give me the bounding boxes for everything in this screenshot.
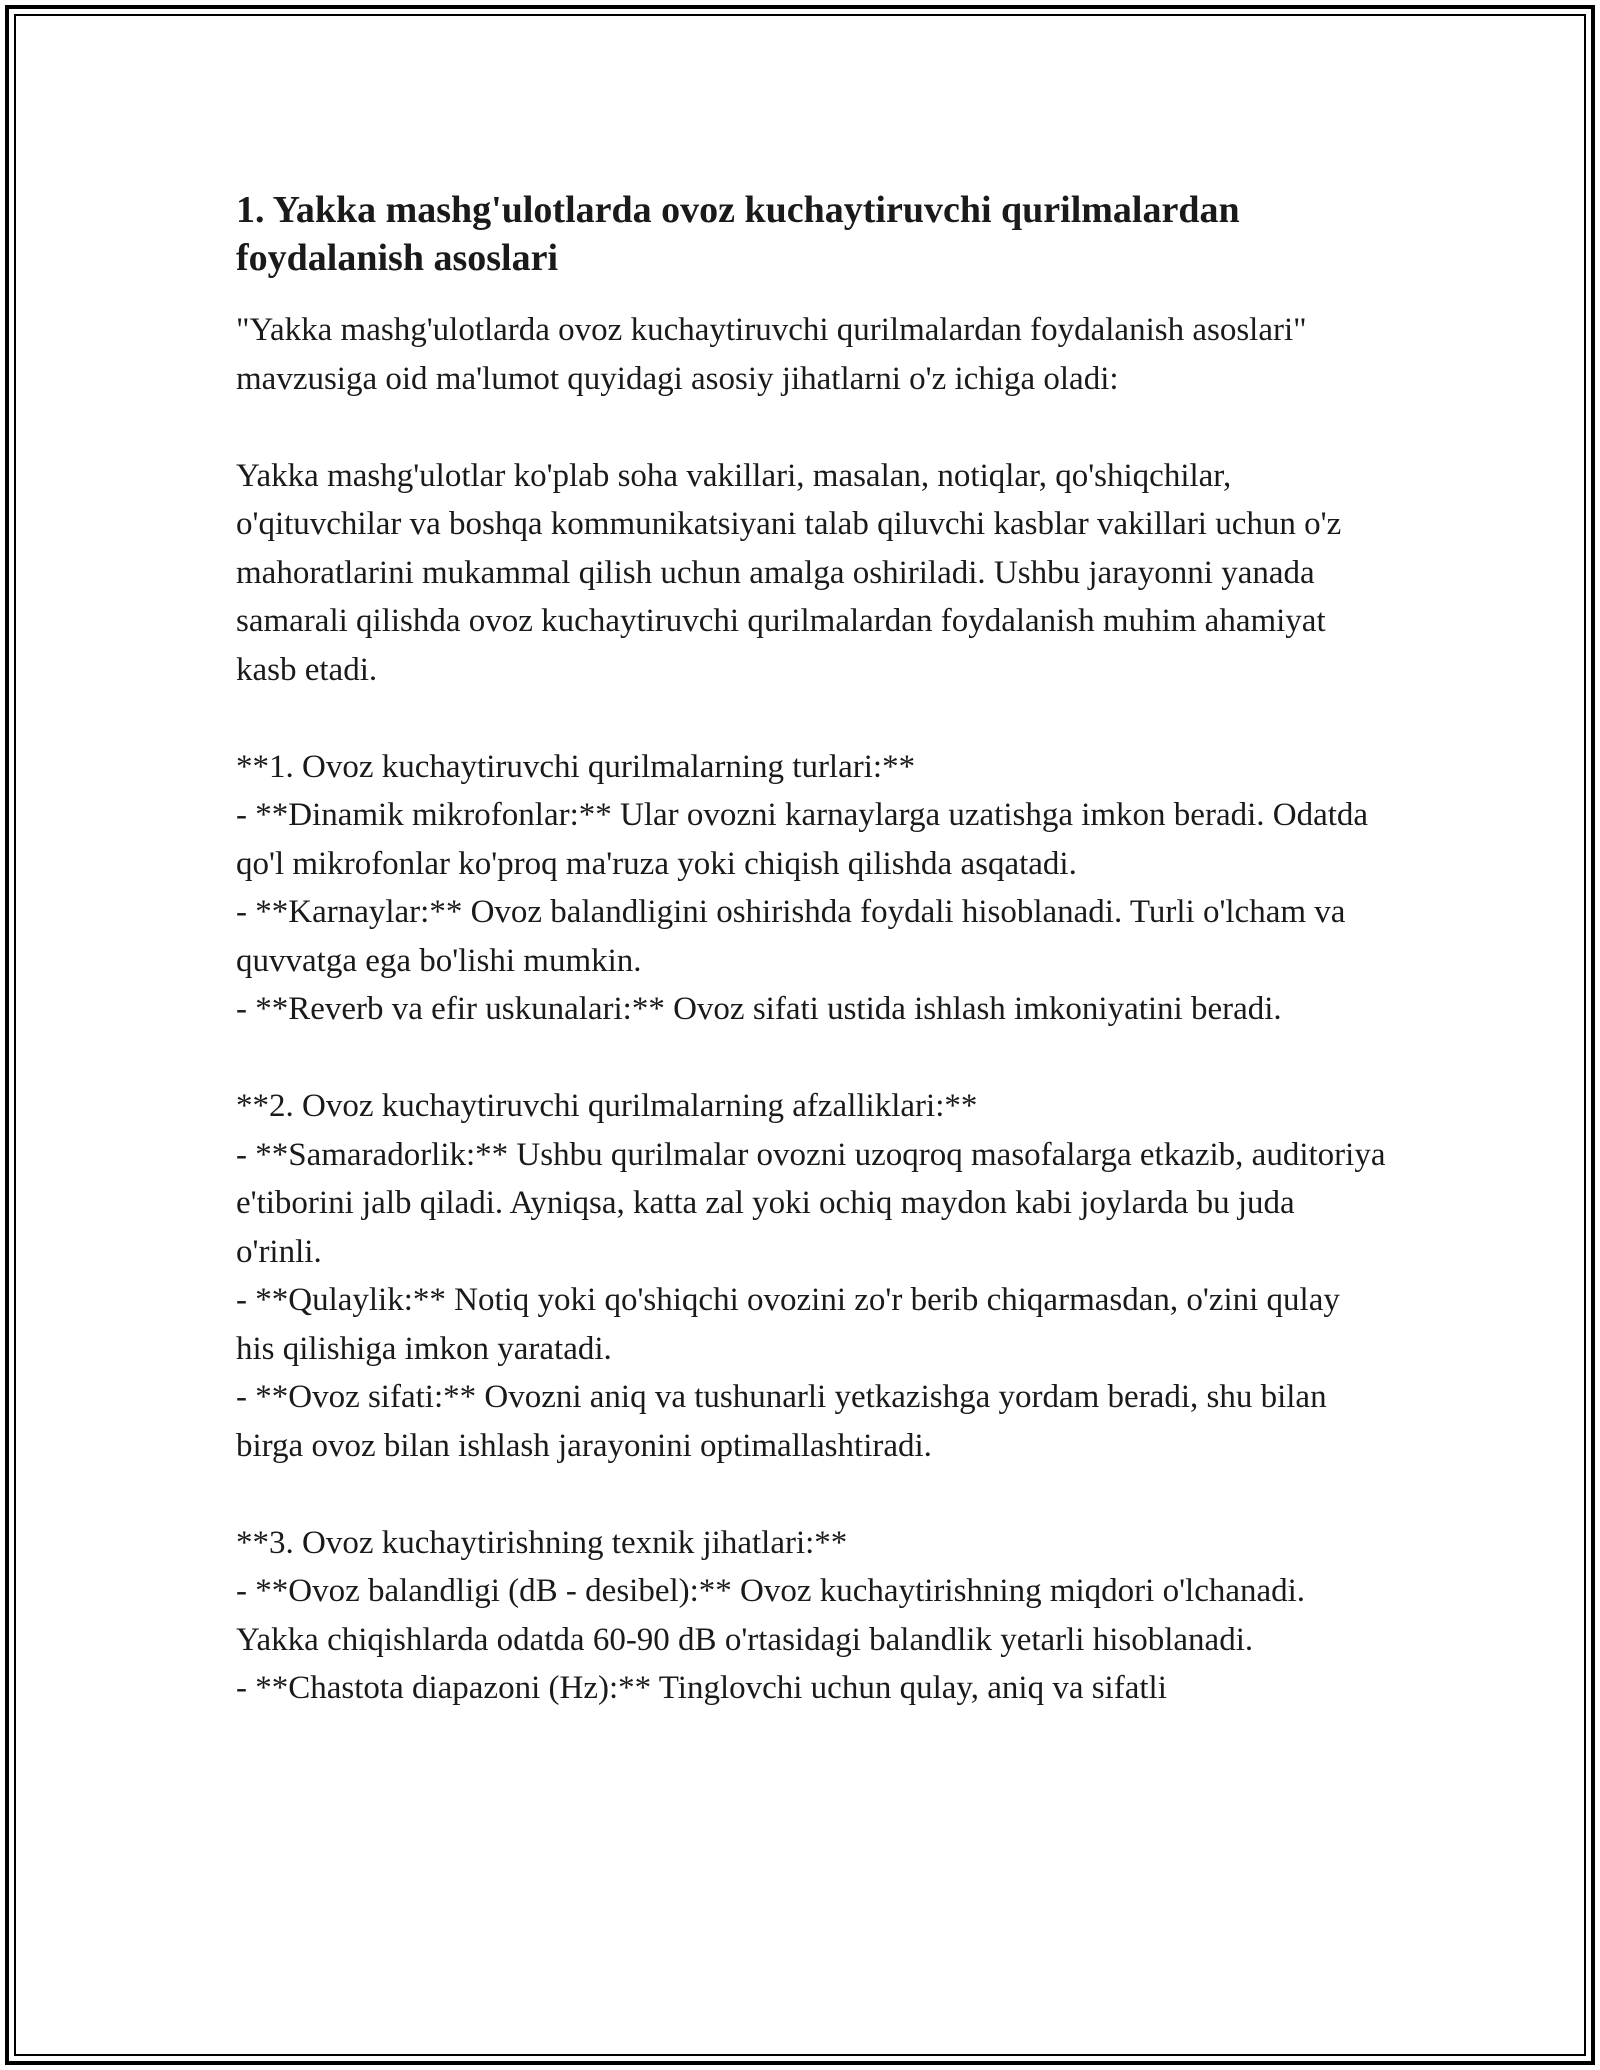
section-advantages bbox=[236, 1082, 1386, 1470]
section-technical bbox=[236, 1519, 1386, 1713]
list-item: - **Ovoz balandligi (dB - desibel):** Ovoz kuchaytirishning miqdori o'lchanadi. Yakka chiqishlarda odatda 60-90 dB o'rtasidagi balandlik yetarli hisoblanadi. bbox=[236, 1573, 1306, 1658]
list-item: - **Qulaylik:** Notiq yoki qo'shiqchi ovozini zo'r berib chiqarmasdan, o'zini qulay his qilishiga imkon yaratadi. bbox=[236, 1282, 1340, 1367]
list-item: - **Dinamik mikrofonlar:** Ular ovozni karnaylarga uzatishga imkon beradi. Odatda qo'l mikrofonlar ko'proq ma'ruza yoki chiqish qilishda asqatadi. bbox=[236, 797, 1369, 882]
list-item: - **Karnaylar:** Ovoz balandligini oshirishda foydali hisoblanadi. Turli o'lcham va quvvatga ega bo'lishi mumkin. bbox=[236, 894, 1346, 979]
section-heading: **1. Ovoz kuchaytiruvchi qurilmalarning turlari:** bbox=[236, 748, 916, 785]
list-item: - **Chastota diapazoni (Hz):** Tinglovchi uchun qulay, aniq va sifatli bbox=[236, 1670, 1167, 1706]
section-heading: **2. Ovoz kuchaytiruvchi qurilmalarning afzalliklari:** bbox=[236, 1088, 978, 1124]
document-title: 1. Yakka mashg'ulotlarda ovoz kuchaytiruvchi qurilmalardan foydalanish asoslari bbox=[236, 189, 1240, 279]
section-types bbox=[236, 743, 1386, 1034]
list-item: - **Ovoz sifati:** Ovozni aniq va tushunarli yetkazishga yordam beradi, shu bilan birga ovoz bilan ishlash jarayonini optimallashtiradi. bbox=[236, 1379, 1327, 1464]
intro-paragraph: "Yakka mashg'ulotlarda ovoz kuchaytiruvchi qurilmalardan foydalanish asoslari" mavzusiga oid ma'lumot quyidagi asosiy jihatlarni o'z ichiga oladi: bbox=[236, 312, 1307, 397]
document-page bbox=[236, 186, 1386, 1761]
list-item: - **Samaradorlik:** Ushbu qurilmalar ovozni uzoqroq masofalarga etkazib, auditoriya e'tiborini jalb qiladi. Ayniqsa, katta zal yoki ochiq maydon kabi joylarda bu juda o'rinli. bbox=[236, 1136, 1386, 1270]
body-paragraph: Yakka mashg'ulotlar ko'plab soha vakillari, masalan, notiqlar, qo'shiqchilar, o'qituvchilar va boshqa kommunikatsiyani talab qiluvchi kasblar vakillari uchun o'z mahoratlarini mukammal qilish uchun amalga oshiriladi. Ushbu jarayonni yanada samarali qilishda ovoz kuchaytiruvchi qurilmalardan foydalanish muhim ahamiyat kasb etadi. bbox=[236, 457, 1342, 688]
section-heading: **3. Ovoz kuchaytirishning texnik jihatlari:** bbox=[236, 1524, 848, 1561]
list-item: - **Reverb va efir uskunalari:** Ovoz sifati ustida ishlash imkoniyatini beradi. bbox=[236, 991, 1282, 1027]
